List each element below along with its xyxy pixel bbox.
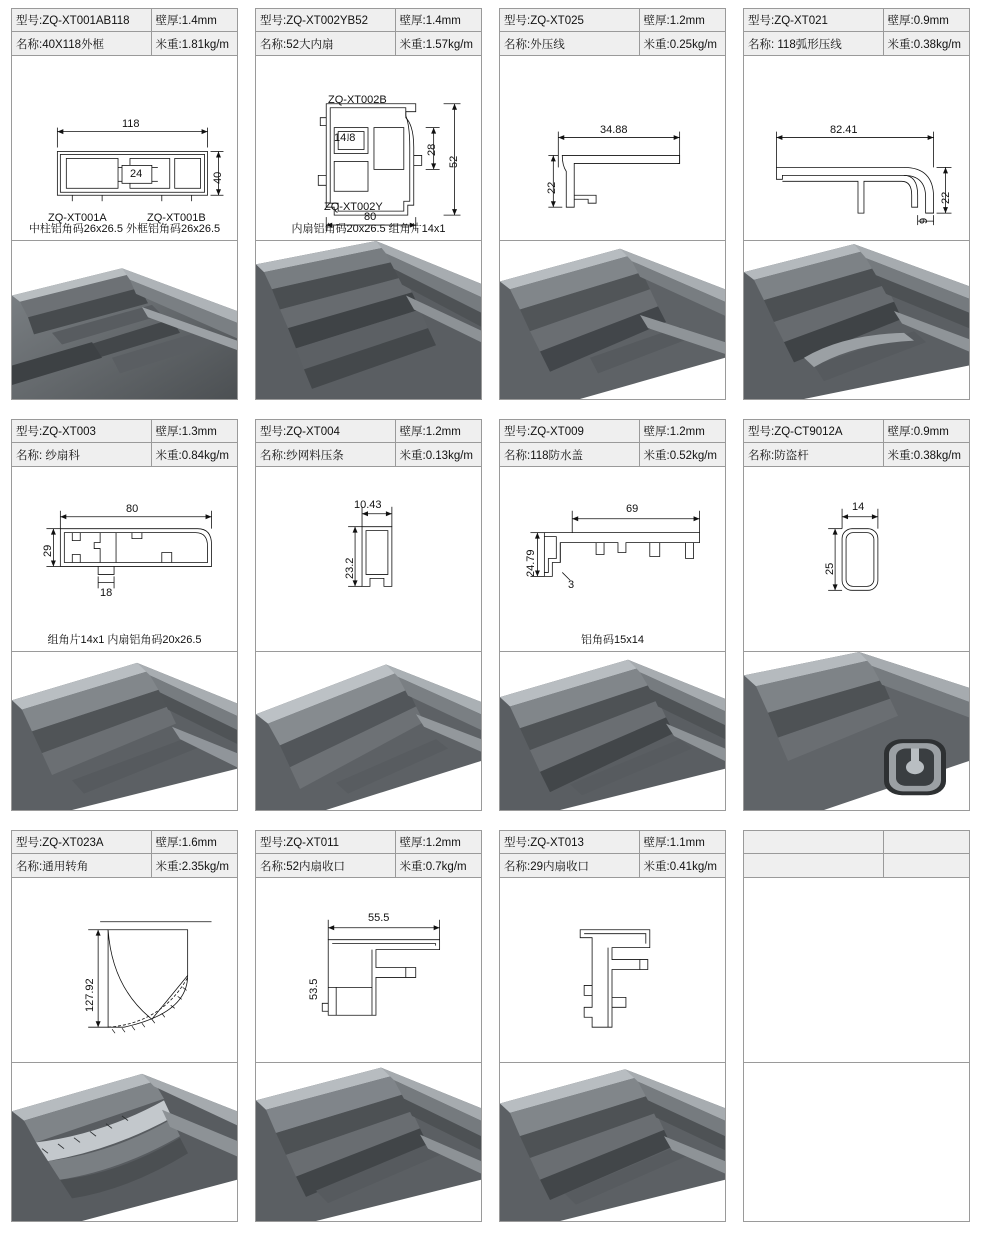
spec-table — [500, 831, 725, 878]
weight-value: 米重:0.25kg/m — [640, 32, 726, 55]
technical-drawing — [12, 878, 237, 1063]
product-card[interactable] — [255, 830, 482, 1222]
dim-label: 10.43 — [354, 499, 382, 511]
technical-drawing — [256, 467, 481, 652]
weight-value: 米重:1.57kg/m — [396, 32, 482, 55]
model-value: 型号:ZQ-XT002YB52 — [256, 9, 396, 31]
product-card[interactable] — [255, 8, 482, 400]
dim-label: 25 — [824, 562, 836, 575]
dim-label: 82.41 — [830, 124, 858, 136]
name-value: 名称: 118弧形压线 — [744, 32, 884, 55]
technical-drawing — [500, 467, 725, 652]
drawing-note: 中柱铝角码26x26.5 外框铝角码26x26.5 — [28, 222, 221, 235]
technical-drawing — [12, 467, 237, 652]
dim-label: 22 — [546, 181, 558, 194]
dim-label: 55.5 — [368, 912, 390, 924]
dim-label: 14 — [852, 501, 865, 513]
dim-label: 23.2 — [344, 557, 356, 579]
technical-drawing — [744, 878, 969, 1063]
spec-table — [256, 9, 481, 56]
product-card[interactable] — [11, 830, 238, 1222]
spec-row-name — [744, 32, 969, 55]
weight-value: 米重:0.38kg/m — [884, 443, 970, 466]
weight-value: 米重:0.7kg/m — [396, 854, 482, 877]
spec-table — [256, 420, 481, 467]
dim-label: 28 — [426, 143, 438, 156]
thickness-value: 壁厚:1.1mm — [640, 831, 726, 853]
dim-label: 53.5 — [308, 978, 320, 1000]
name-value: 名称:通用转角 — [12, 854, 152, 877]
spec-table — [744, 9, 969, 56]
thickness-value: 壁厚:1.2mm — [640, 9, 726, 31]
weight-value: 米重:2.35kg/m — [152, 854, 238, 877]
spec-row-name — [500, 32, 725, 55]
dim-label: 24.79 — [525, 549, 537, 577]
dim-label: 80 — [126, 503, 139, 515]
dim-label: 29 — [42, 544, 54, 557]
name-value: 名称:外压线 — [500, 32, 640, 55]
model-value: 型号:ZQ-XT001AB118 — [12, 9, 152, 31]
technical-drawing — [744, 467, 969, 652]
spec-table — [500, 420, 725, 467]
dim-label: 9 — [918, 217, 930, 224]
thickness-value: 壁厚:1.2mm — [640, 420, 726, 442]
technical-drawing — [256, 878, 481, 1063]
dim-label: 40 — [212, 171, 224, 184]
drawing-note: 内扇铝角码20x26.5 组角片14x1 — [291, 222, 446, 235]
dim-label: 3 — [568, 579, 575, 591]
name-value — [744, 854, 884, 877]
product-photo — [500, 1063, 725, 1221]
dim-label: 80 — [364, 211, 377, 223]
spec-row-model — [12, 9, 237, 32]
name-value: 名称:纱网料压条 — [256, 443, 396, 466]
product-photo — [744, 1063, 969, 1221]
product-card-empty — [743, 830, 970, 1222]
product-photo — [12, 1063, 237, 1221]
dim-label: 18 — [100, 587, 113, 599]
model-value: 型号:ZQ-XT023A — [12, 831, 152, 853]
dim-label: 127.92 — [84, 978, 96, 1012]
product-photo — [500, 652, 725, 810]
product-card[interactable] — [11, 419, 238, 811]
spec-row-name — [12, 854, 237, 877]
sub-label: ZQ-XT002B — [328, 94, 387, 106]
sub-label: ZQ-XT001B — [147, 212, 206, 224]
spec-row-name — [744, 443, 969, 466]
spec-table — [12, 420, 237, 467]
model-value: 型号:ZQ-XT009 — [500, 420, 640, 442]
weight-value: 米重:0.84kg/m — [152, 443, 238, 466]
spec-table — [12, 831, 237, 878]
weight-value — [884, 854, 970, 877]
drawing-note: 铝角码15x14 — [581, 633, 644, 646]
name-value: 名称:52大内扇 — [256, 32, 396, 55]
product-card[interactable] — [255, 419, 482, 811]
technical-drawing — [500, 878, 725, 1063]
spec-row-model — [744, 420, 969, 443]
weight-value: 米重:0.38kg/m — [884, 32, 970, 55]
product-photo — [12, 652, 237, 810]
spec-row-model — [12, 831, 237, 854]
model-value — [744, 831, 884, 853]
spec-table — [12, 9, 237, 56]
name-value: 名称: 纱扇科 — [12, 443, 152, 466]
spec-row-name — [744, 854, 969, 877]
technical-drawing — [744, 56, 969, 241]
product-photo — [744, 241, 969, 399]
drawing-note: 组角片14x1 内扇铝角码20x26.5 — [47, 633, 202, 646]
spec-row-name — [256, 32, 481, 55]
product-card[interactable] — [499, 830, 726, 1222]
spec-table — [744, 420, 969, 467]
model-value: 型号:ZQ-XT013 — [500, 831, 640, 853]
spec-row-model — [744, 831, 969, 854]
thickness-value: 壁厚:1.6mm — [152, 831, 238, 853]
spec-row-model — [256, 9, 481, 32]
product-photo — [12, 241, 237, 399]
product-photo — [744, 652, 969, 810]
dim-label: 69 — [626, 503, 639, 515]
dim-label: 14.8 — [334, 132, 356, 144]
product-card[interactable] — [499, 8, 726, 400]
spec-row-name — [500, 443, 725, 466]
name-value: 名称:防盗杆 — [744, 443, 884, 466]
model-value: 型号:ZQ-XT011 — [256, 831, 396, 853]
spec-row-name — [500, 854, 725, 877]
weight-value: 米重:1.81kg/m — [152, 32, 238, 55]
dim-label: 24 — [130, 168, 143, 180]
model-value: 型号:ZQ-XT021 — [744, 9, 884, 31]
dim-label: 34.88 — [600, 124, 628, 136]
product-photo — [256, 241, 481, 399]
spec-row-name — [12, 32, 237, 55]
thickness-value: 壁厚:1.4mm — [396, 9, 482, 31]
product-photo — [256, 652, 481, 810]
dim-label: 52 — [448, 155, 460, 168]
spec-row-model — [256, 420, 481, 443]
technical-drawing — [500, 56, 725, 241]
dim-label: 22 — [940, 191, 952, 204]
model-value: 型号:ZQ-CT9012A — [744, 420, 884, 442]
thickness-value: 壁厚:0.9mm — [884, 420, 970, 442]
name-value: 名称:52内扇收口 — [256, 854, 396, 877]
name-value: 名称:29内扇收口 — [500, 854, 640, 877]
thickness-value — [884, 831, 970, 853]
spec-row-name — [12, 443, 237, 466]
product-card[interactable] — [743, 419, 970, 811]
sub-label: ZQ-XT002Y — [324, 201, 383, 213]
product-photo — [256, 1063, 481, 1221]
weight-value: 米重:0.41kg/m — [640, 854, 726, 877]
product-card[interactable] — [743, 8, 970, 400]
thickness-value: 壁厚:0.9mm — [884, 9, 970, 31]
thickness-value: 壁厚:1.2mm — [396, 420, 482, 442]
model-value: 型号:ZQ-XT004 — [256, 420, 396, 442]
spec-table — [256, 831, 481, 878]
weight-value: 米重:0.13kg/m — [396, 443, 482, 466]
spec-row-model — [744, 9, 969, 32]
sub-label: ZQ-XT001A — [48, 212, 107, 224]
technical-drawing — [12, 56, 237, 241]
product-photo — [500, 241, 725, 399]
spec-row-name — [256, 443, 481, 466]
thickness-value: 壁厚:1.3mm — [152, 420, 238, 442]
product-card[interactable] — [11, 8, 238, 400]
spec-row-model — [500, 420, 725, 443]
spec-row-model — [500, 9, 725, 32]
thickness-value: 壁厚:1.2mm — [396, 831, 482, 853]
technical-drawing — [256, 56, 481, 241]
product-card[interactable] — [499, 419, 726, 811]
spec-table — [500, 9, 725, 56]
thickness-value: 壁厚:1.4mm — [152, 9, 238, 31]
name-value: 名称:40X118外框 — [12, 32, 152, 55]
spec-table — [744, 831, 969, 878]
model-value: 型号:ZQ-XT025 — [500, 9, 640, 31]
spec-row-name — [256, 854, 481, 877]
model-value: 型号:ZQ-XT003 — [12, 420, 152, 442]
spec-row-model — [500, 831, 725, 854]
weight-value: 米重:0.52kg/m — [640, 443, 726, 466]
name-value: 名称:118防水盖 — [500, 443, 640, 466]
dim-label: 118 — [122, 118, 140, 130]
spec-row-model — [12, 420, 237, 443]
spec-row-model — [256, 831, 481, 854]
